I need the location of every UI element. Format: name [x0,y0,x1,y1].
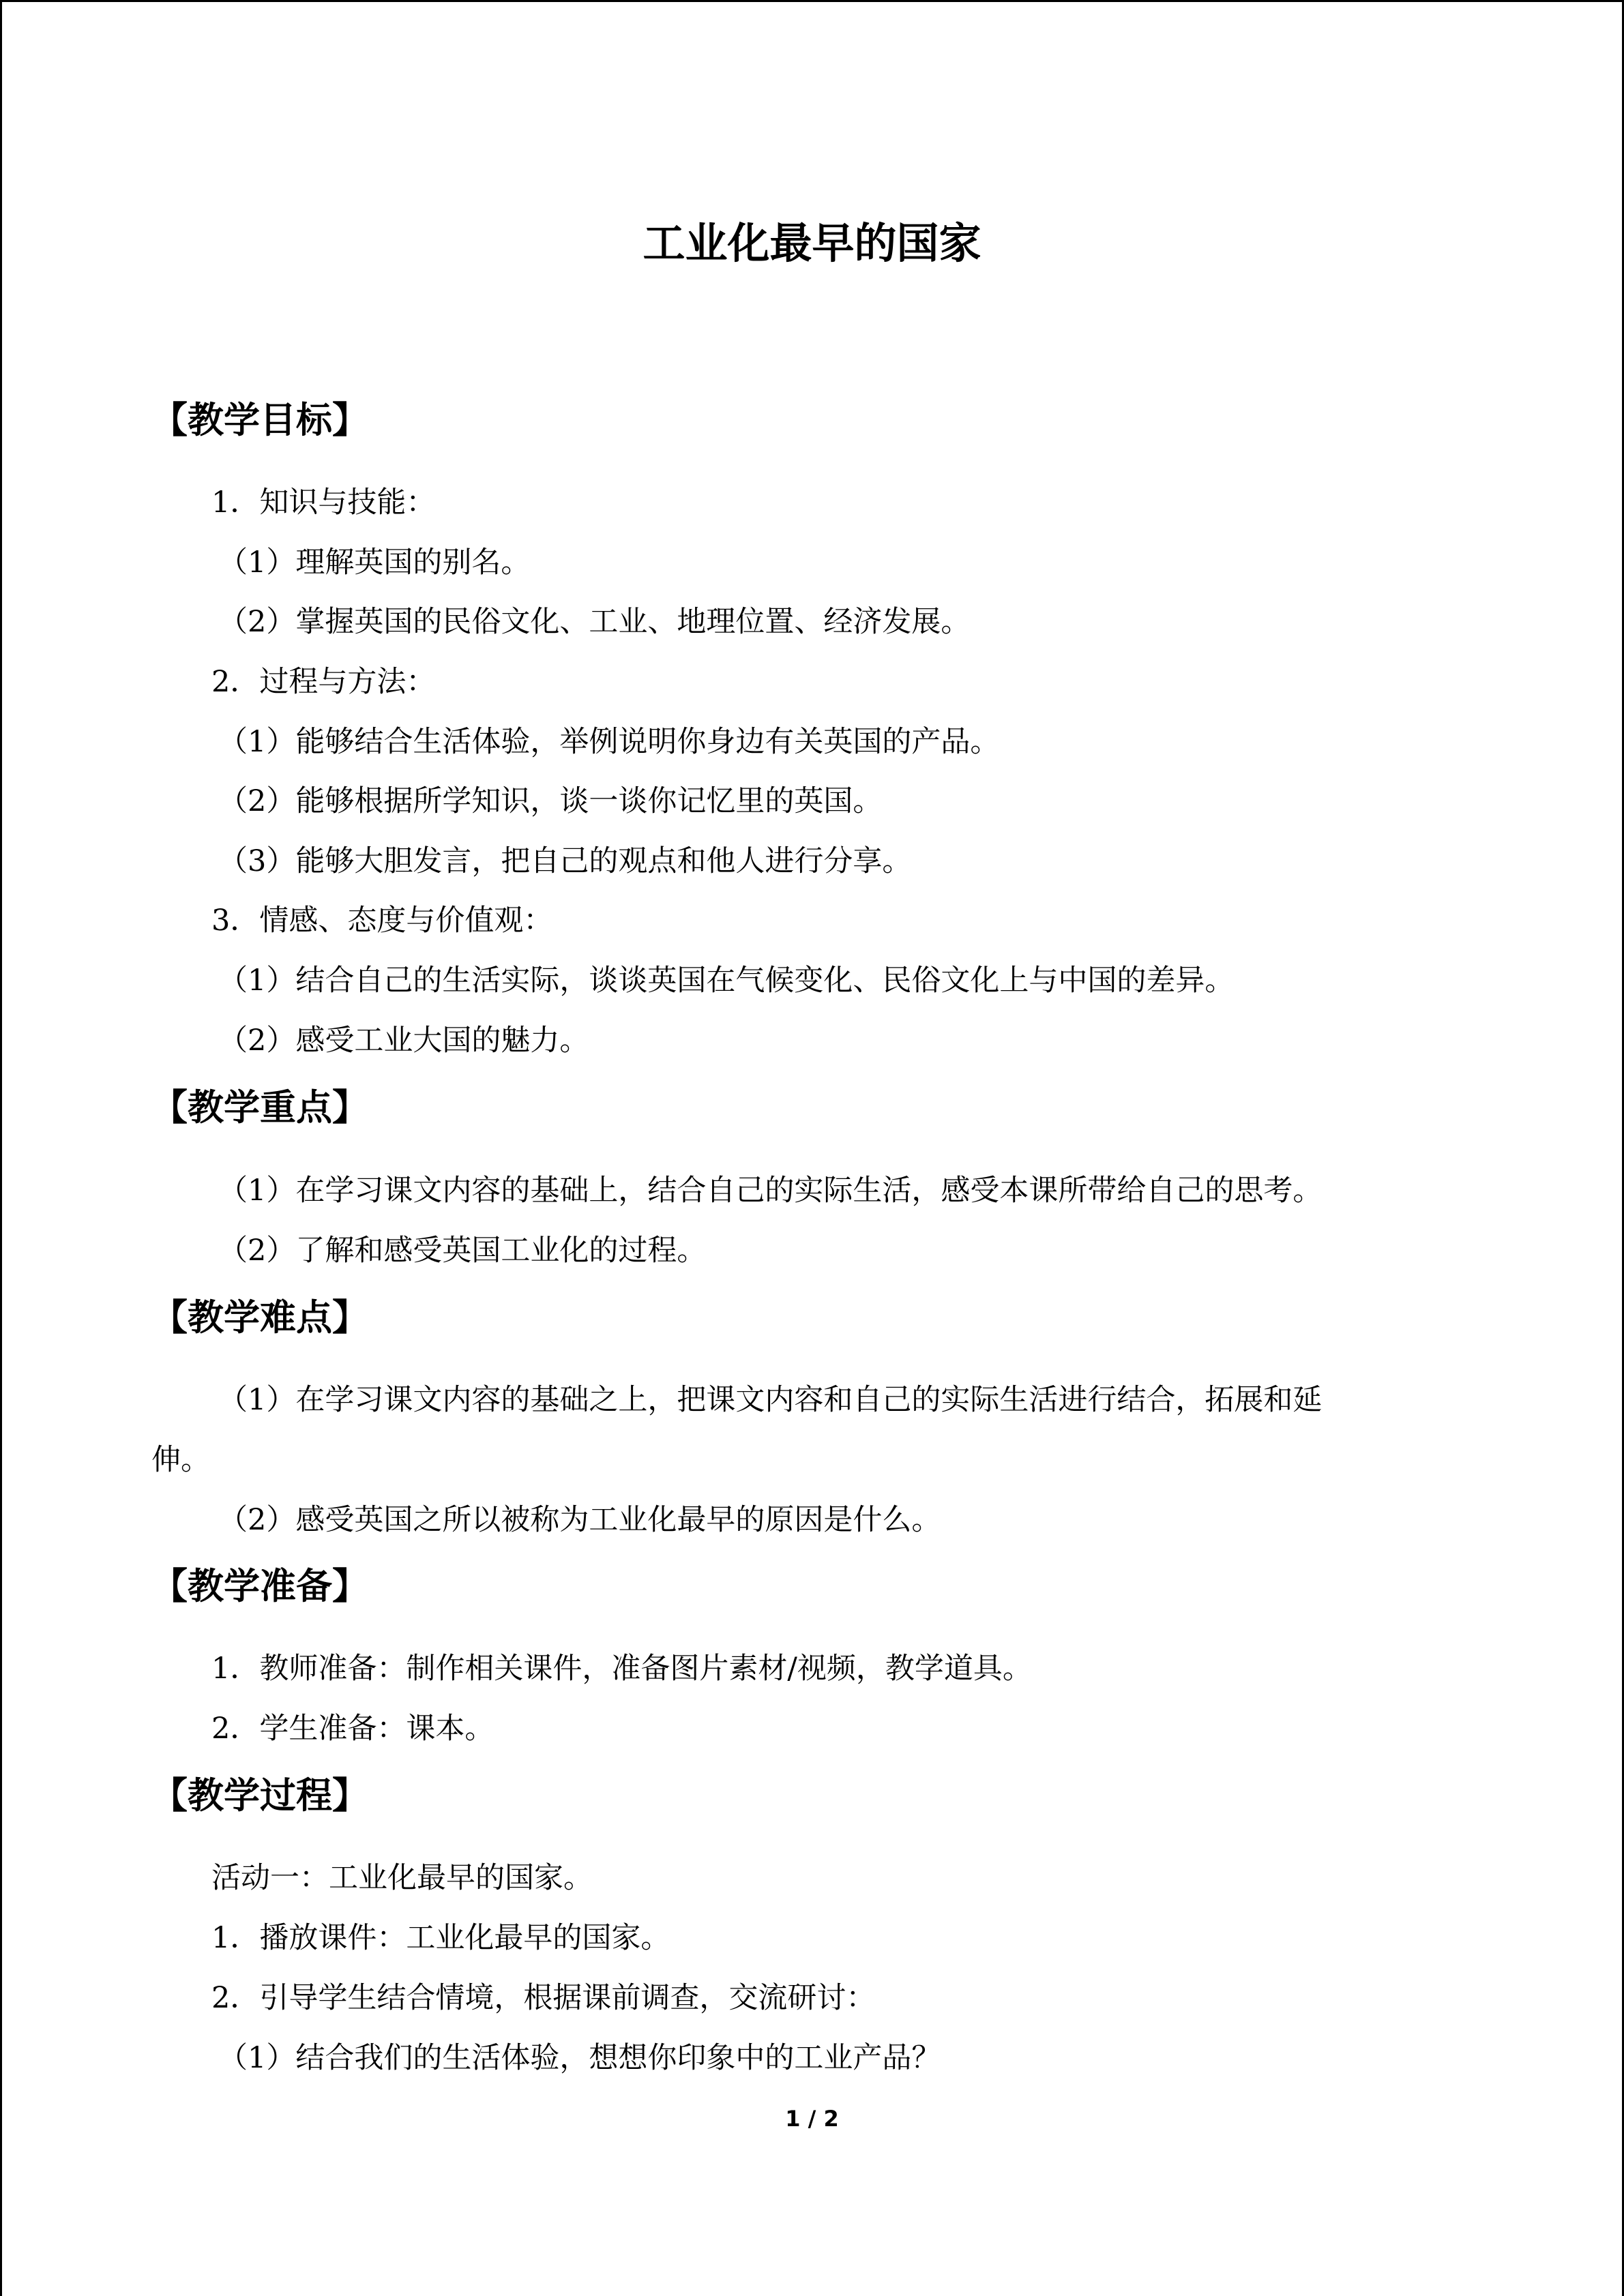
preparation-item: 1．教师准备：制作相关课件，准备图片素材/视频，教学道具。 [211,1652,1032,1686]
difficulty-item: （2）感受英国之所以被称为工业化最早的原因是什么。 [218,1503,941,1537]
heading-teaching-goals: 【教学目标】 [151,400,368,441]
goal-subitem: （2）掌握英国的民俗文化、工业、地理位置、经济发展。 [218,605,971,639]
goal-subitem: （1）理解英国的别名。 [218,546,531,580]
heading-preparation: 【教学准备】 [151,1566,368,1607]
goal-subitem: （2）能够根据所学知识，谈一谈你记忆里的英国。 [218,784,883,818]
preparation-item: 2．学生准备：课本。 [211,1712,494,1746]
goal-item-knowledge: 1．知识与技能： [211,486,436,520]
page-number: 1 / 2 [785,2106,839,2132]
document-title: 工业化最早的国家 [643,218,981,268]
goal-item-process: 2．过程与方法： [211,665,436,699]
heading-process: 【教学过程】 [151,1775,368,1817]
activity-title: 活动一：工业化最早的国家。 [211,1861,593,1895]
activity-step: 2．引导学生结合情境，根据课前调查，交流研讨： [211,1981,876,2015]
goal-subitem: （1）能够结合生活体验，举例说明你身边有关英国的产品。 [218,725,1000,759]
goal-subitem: （1）结合自己的生活实际，谈谈英国在气候变化、民俗文化上与中国的差异。 [218,964,1235,998]
key-point-item: （1）在学习课文内容的基础上，结合自己的实际生活，感受本课所带给自己的思考。 [218,1174,1323,1208]
key-point-item: （2）了解和感受英国工业化的过程。 [218,1234,707,1268]
heading-difficulties: 【教学难点】 [151,1297,368,1339]
difficulty-item-continuation: 伸。 [151,1443,210,1477]
goal-subitem: （2）感受工业大国的魅力。 [218,1024,589,1058]
difficulty-item: （1）在学习课文内容的基础之上，把课文内容和自己的实际生活进行结合，拓展和延 [218,1383,1323,1417]
goal-item-attitude: 3．情感、态度与价值观： [211,904,553,938]
heading-key-points: 【教学重点】 [151,1087,368,1129]
activity-step: 1．播放课件：工业化最早的国家。 [211,1921,670,1955]
activity-substep: （1）结合我们的生活体验，想想你印象中的工业产品？ [218,2041,941,2075]
goal-subitem: （3）能够大胆发言，把自己的观点和他人进行分享。 [218,844,912,878]
